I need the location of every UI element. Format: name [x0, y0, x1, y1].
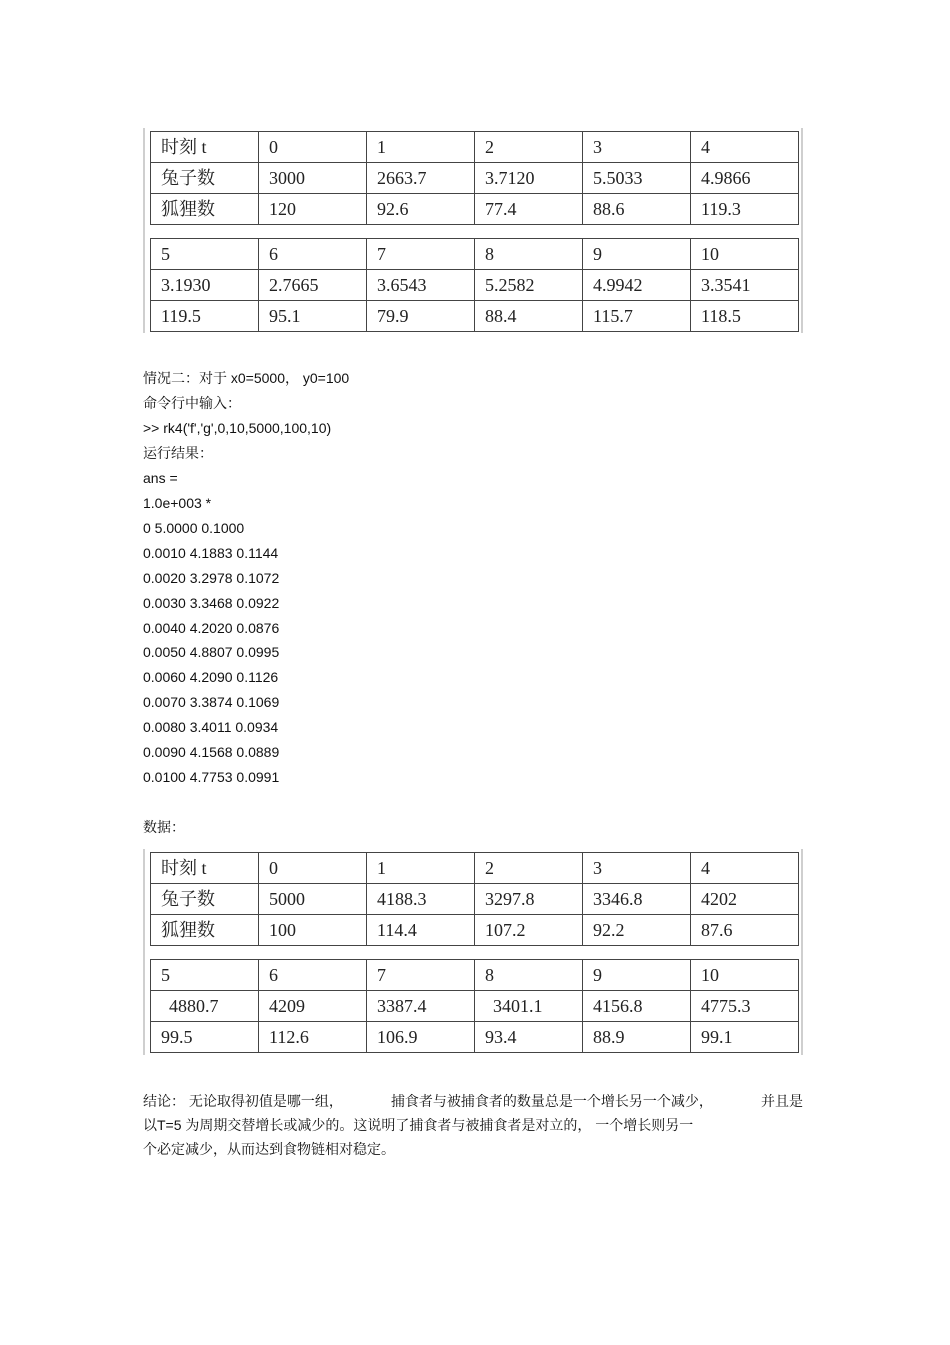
- text-line: 0.0050 4.8807 0.0995: [143, 644, 280, 660]
- table-cell: 5: [151, 960, 259, 991]
- table-cell: 4202: [691, 884, 799, 915]
- text-line: 0.0060 4.2090 0.1126: [143, 669, 279, 685]
- table-cell: 3.7120: [475, 163, 583, 194]
- table-cell: 93.4: [475, 1022, 583, 1053]
- table-row: [151, 301, 799, 332]
- table-cell: 10: [691, 960, 799, 991]
- table-cell: 兔子数: [151, 163, 259, 194]
- table-row: [151, 132, 799, 163]
- table-cell: 118.5: [691, 301, 799, 332]
- t1s2-body: [151, 239, 799, 332]
- table-cell: 6: [259, 960, 367, 991]
- table-1-segment-1: [150, 131, 799, 225]
- text-line: 1.0e+003 *: [143, 495, 212, 511]
- table-1-image: [143, 128, 803, 333]
- table-cell: 119.3: [691, 194, 799, 225]
- table-cell: 4775.3: [691, 991, 799, 1022]
- table-cell: 时刻 t: [151, 132, 259, 163]
- table-cell: 5: [151, 239, 259, 270]
- t2s1-body: [151, 853, 799, 946]
- table-row: [151, 163, 799, 194]
- table-cell: 107.2: [475, 915, 583, 946]
- table-cell: 2.7665: [259, 270, 367, 301]
- table-cell: 4.9866: [691, 163, 799, 194]
- table-cell: 92.6: [367, 194, 475, 225]
- text-line: 0.0010 4.1883 0.1144: [143, 545, 279, 561]
- table-cell: 3346.8: [583, 884, 691, 915]
- table-cell: 88.6: [583, 194, 691, 225]
- table-cell: 4880.7: [151, 991, 259, 1022]
- text-line: 0.0090 4.1568 0.0889: [143, 744, 280, 760]
- table-cell: 114.4: [367, 915, 475, 946]
- text-line: 0.0070 3.3874 0.1069: [143, 694, 280, 710]
- table-cell: 3.3541: [691, 270, 799, 301]
- table-cell: 7: [367, 239, 475, 270]
- table-cell: 5000: [259, 884, 367, 915]
- table-row: [151, 1022, 799, 1053]
- table-row: [151, 991, 799, 1022]
- table-2-image: [143, 849, 803, 1055]
- conclusion-line-2: 以T=5 为周期交替增长或减少的。这说明了捕食者与被捕食者是对立的， 一个增长则另一: [143, 1117, 694, 1133]
- table-cell: 3.6543: [367, 270, 475, 301]
- table-cell: 7: [367, 960, 475, 991]
- conclusion-paragraph: [143, 1089, 803, 1161]
- table-cell: 4.9942: [583, 270, 691, 301]
- table-cell: 4209: [259, 991, 367, 1022]
- table-cell: 120: [259, 194, 367, 225]
- text-line: >> rk4('f','g',0,10,5000,100,10): [143, 420, 332, 436]
- conclusion-line-1: [143, 1089, 803, 1113]
- text-line: 0.0080 3.4011 0.0934: [143, 719, 279, 735]
- table-cell: 4: [691, 132, 799, 163]
- table-row: [151, 194, 799, 225]
- table-cell: 79.9: [367, 301, 475, 332]
- table-cell: 5.5033: [583, 163, 691, 194]
- table-row: [151, 270, 799, 301]
- t2s2-body: [151, 960, 799, 1053]
- table-cell: 92.2: [583, 915, 691, 946]
- table-2-segment-2: [150, 959, 799, 1053]
- table-cell: 2: [475, 853, 583, 884]
- table-cell: 3: [583, 853, 691, 884]
- table-cell: 0: [259, 853, 367, 884]
- text-line: 0 5.0000 0.1000: [143, 520, 245, 536]
- table-cell: 115.7: [583, 301, 691, 332]
- table-cell: 时刻 t: [151, 853, 259, 884]
- table-cell: 95.1: [259, 301, 367, 332]
- table-cell: 3401.1: [475, 991, 583, 1022]
- table-cell: 10: [691, 239, 799, 270]
- table-cell: 4156.8: [583, 991, 691, 1022]
- table-cell: 99.5: [151, 1022, 259, 1053]
- text-line: 0.0030 3.3468 0.0922: [143, 595, 280, 611]
- table-cell: 4: [691, 853, 799, 884]
- text-line: 运行结果：: [143, 445, 213, 461]
- table-cell: 3297.8: [475, 884, 583, 915]
- table-cell: 9: [583, 960, 691, 991]
- table-cell: 99.1: [691, 1022, 799, 1053]
- table-cell: 9: [583, 239, 691, 270]
- table-cell: 88.4: [475, 301, 583, 332]
- text-line: 命令行中输入：: [143, 395, 241, 411]
- table-1-segment-2: [150, 238, 799, 332]
- t1s1-body: [151, 132, 799, 225]
- text-line: 0.0040 4.2020 0.0876: [143, 620, 280, 636]
- conclusion-part: 捕食者与被捕食者的数量总是一个增长另一个减少，: [390, 1093, 713, 1109]
- table-cell: 0: [259, 132, 367, 163]
- table-cell: 8: [475, 960, 583, 991]
- text-line: 0.0020 3.2978 0.1072: [143, 570, 280, 586]
- table-cell: 119.5: [151, 301, 259, 332]
- conclusion-part: 并且是: [760, 1093, 803, 1109]
- table-cell: 77.4: [475, 194, 583, 225]
- table-cell: 3387.4: [367, 991, 475, 1022]
- conclusion-line-3: 个必定减少，从而达到食物链相对稳定。: [143, 1141, 395, 1157]
- data-label: 数据：: [143, 819, 185, 835]
- table-cell: 3000: [259, 163, 367, 194]
- table-cell: 4188.3: [367, 884, 475, 915]
- table-row: [151, 915, 799, 946]
- table-cell: 3: [583, 132, 691, 163]
- table-cell: 狐狸数: [151, 194, 259, 225]
- table-cell: 兔子数: [151, 884, 259, 915]
- table-cell: 狐狸数: [151, 915, 259, 946]
- text-line: 0.0100 4.7753 0.0991: [143, 769, 280, 785]
- text-line: 情况二：对于 x0=5000， y0=100: [143, 370, 350, 386]
- table-cell: 88.9: [583, 1022, 691, 1053]
- table-cell: 106.9: [367, 1022, 475, 1053]
- table-cell: 8: [475, 239, 583, 270]
- table-row: [151, 239, 799, 270]
- text-line: ans =: [143, 470, 178, 486]
- table-cell: 1: [367, 853, 475, 884]
- table-cell: 2663.7: [367, 163, 475, 194]
- table-row: [151, 884, 799, 915]
- conclusion-part: 结论： 无论取得初值是哪一组，: [143, 1093, 343, 1109]
- table-cell: 112.6: [259, 1022, 367, 1053]
- table-cell: 3.1930: [151, 270, 259, 301]
- table-cell: 6: [259, 239, 367, 270]
- table-row: [151, 960, 799, 991]
- table-cell: 1: [367, 132, 475, 163]
- table-2-segment-1: [150, 852, 799, 946]
- table-cell: 5.2582: [475, 270, 583, 301]
- table-cell: 87.6: [691, 915, 799, 946]
- table-cell: 100: [259, 915, 367, 946]
- table-cell: 2: [475, 132, 583, 163]
- table-row: [151, 853, 799, 884]
